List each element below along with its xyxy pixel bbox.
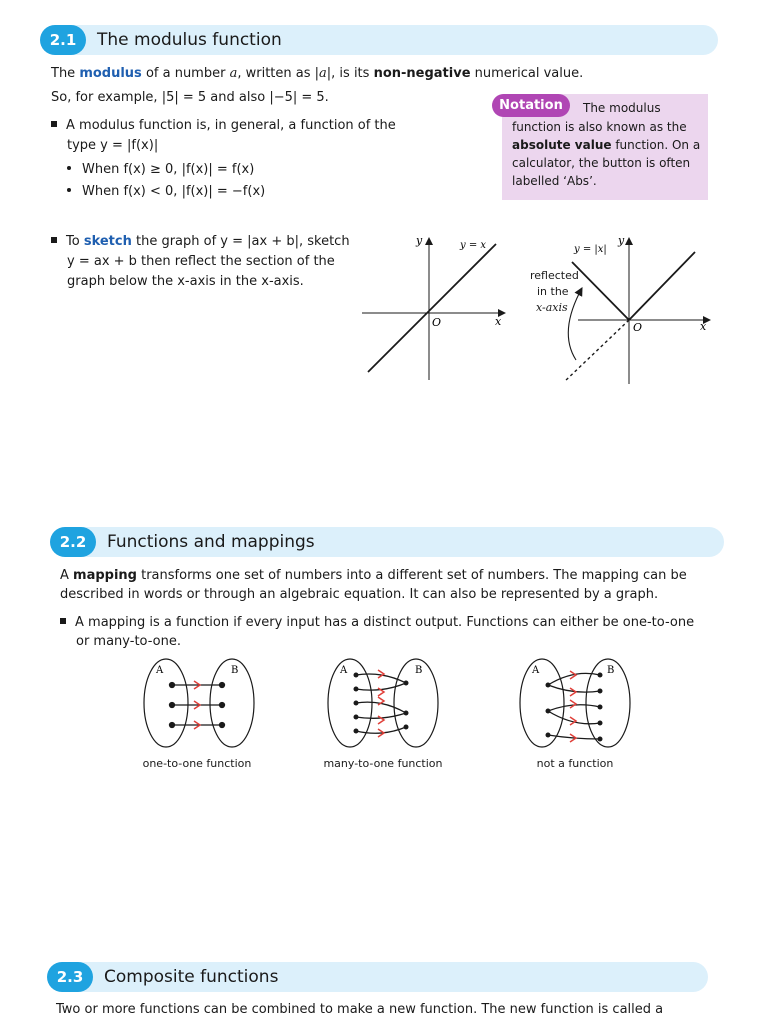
modulus-definition: The modulus of a number a, written as |a|, is its non-negative numerical value. [51,66,584,81]
origin-label: O [633,321,643,334]
set-a-label: A [156,665,164,676]
set-a-ellipse [144,659,188,747]
set-a-label: A [340,665,348,676]
notation-line-3: absolute value function. On a [512,138,701,152]
x-axis-label: x [700,320,707,333]
y-axis-label: y [618,234,625,247]
bullet-dot-icon [67,188,71,192]
set-b-label: B [607,665,615,676]
bullet-function-definition-cont: or many-to-one. [76,634,182,649]
section-title: Functions and mappings [107,532,315,552]
modulus-example: So, for example, |5| = 5 and also |−5| = 5. [51,90,329,105]
set-a-label: A [532,665,540,676]
sub-bullet-negative: When f(x) < 0, |f(x)| = −f(x) [67,182,265,202]
caption-one-to-one: one-to-one function [142,757,252,770]
bullet-square-icon [51,237,57,243]
mapping-definition: A mapping transforms one set of numbers into a different set of numbers. The mapping can be [60,568,687,583]
origin-label: O [432,316,442,329]
bullet-square-icon [60,618,66,624]
caption-not-a-function: not a function [536,757,614,770]
mapping-definition-line-2: described in words or through an algebraic equation. It can also be represented by a graph. [60,587,659,602]
reflected-part-dashed [564,320,629,382]
mapping-diagram-not-a-function [514,655,636,755]
section-number: 2.3 [47,962,93,992]
composite-definition: Two or more functions can be combined to make a new function. The new function is called a [56,1002,664,1017]
bullet-dot-icon [67,166,71,170]
caption-many-to-one: many-to-one function [323,757,443,770]
notation-label: Notation [492,94,570,117]
set-b-label: B [415,665,423,676]
reflection-annotation-2: in the [537,285,569,298]
line-y-equals-x [368,244,496,372]
bullet-square-icon [51,121,57,127]
reflection-annotation-1: reflected [530,269,579,282]
bullet-modulus-function: A modulus function is, in general, a function of the [51,116,396,136]
set-b-label: B [231,665,239,676]
notation-line-4: calculator, the button is often [512,156,691,170]
set-a-ellipse [520,659,564,747]
notation-line-2: function is also known as the [512,120,687,134]
bullet-modulus-function-cont: type y = |f(x)| [67,138,159,153]
bullet-function-definition: A mapping is a function if every input has a distinct output. Functions can either be one-to-one [60,613,694,633]
section-number: 2.2 [50,527,96,557]
section-title: Composite functions [104,967,279,987]
x-axis-label: x [495,315,502,328]
section-number: 2.1 [40,25,86,55]
sub-bullet-positive: When f(x) ≥ 0, |f(x)| = f(x) [67,160,254,180]
notation-line-1: The modulus [583,101,661,115]
reflection-arrow [568,288,582,360]
y-axis-label: y [416,234,423,247]
bullet-sketch-line-3: graph below the x-axis in the x-axis. [67,274,304,289]
notation-line-5: labelled ‘Abs’. [512,174,597,188]
bullet-sketch: To sketch the graph of y = |ax + b|, sketch [51,232,350,252]
reflection-annotation-3: x-axis [536,301,568,314]
set-a-ellipse [328,659,372,747]
graph-y-equals-x [360,232,510,382]
mapping-diagram-many-to-one [322,655,444,755]
mapping-diagram-one-to-one [138,655,258,755]
line-label: y = |x| [574,244,607,255]
line-label: y = x [460,240,487,251]
mod-line-right [629,252,695,320]
bullet-sketch-line-2: y = ax + b then reflect the section of the [67,254,335,269]
section-title: The modulus function [97,30,282,50]
